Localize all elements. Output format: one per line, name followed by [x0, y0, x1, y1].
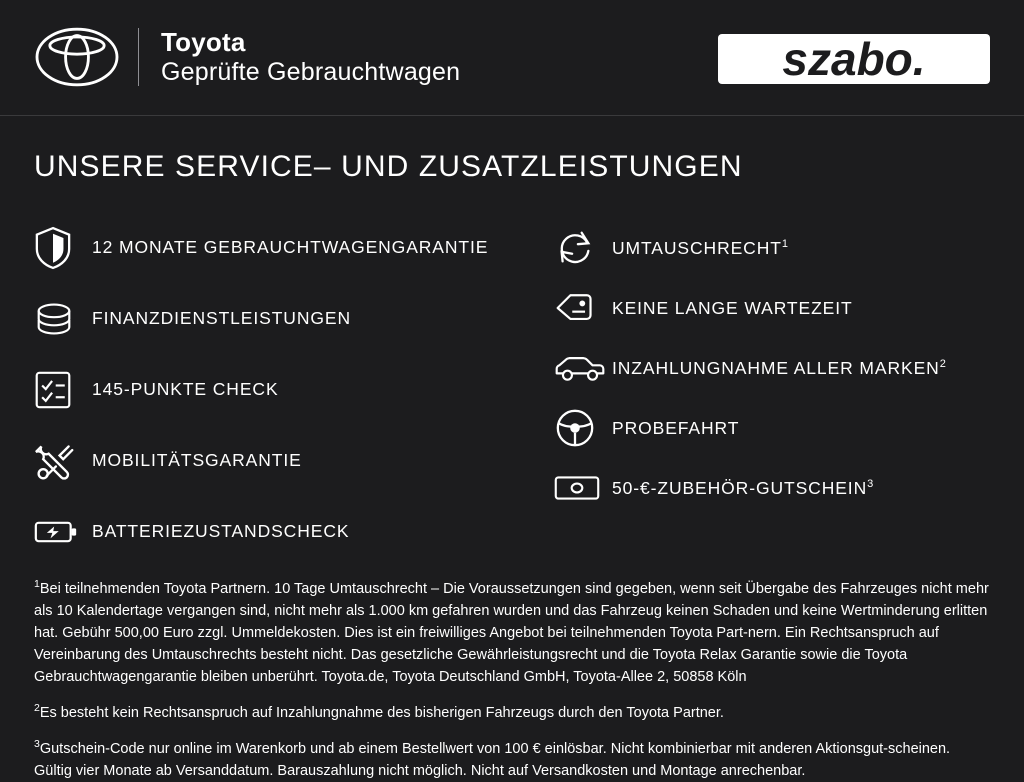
service-item	[34, 212, 542, 283]
brand-tagline: Geprüfte Gebrauchtwagen	[161, 58, 461, 87]
brand-text	[161, 27, 460, 87]
footnote-1	[34, 577, 990, 688]
service-label: UMTAUSCHRECHT$^1$	[612, 237, 788, 258]
services-column-right	[542, 212, 990, 567]
service-item	[34, 283, 542, 354]
refresh-arrows-icon	[554, 227, 612, 269]
car-icon	[554, 353, 612, 383]
footnote-marker: 1	[34, 578, 40, 590]
banknote-icon	[554, 474, 612, 502]
svg-text:szabo.: szabo.	[782, 33, 926, 85]
services-column-left	[34, 212, 542, 567]
brand-name: Toyota	[161, 27, 246, 58]
service-item	[554, 338, 990, 398]
steering-wheel-icon	[554, 407, 612, 449]
service-label: FINANZDIENSTLEISTUNGEN	[92, 308, 351, 328]
footnote-3	[34, 737, 990, 782]
footnote-text: Gutschein-Code nur online im Warenkorb und ab einem Bestellwert von 100 € einlösbar. Nicht kombinierbar mit anderen Aktionsgut-scheinen. Gültig vier Monate ab Versanddatum. Barauszahlung nicht möglich. Nicht auf Versandkosten und Montage anrechenbar.	[34, 740, 951, 779]
service-item	[554, 218, 990, 278]
service-label: 145-PUNKTE CHECK	[92, 379, 279, 399]
brand-block	[34, 27, 460, 87]
price-tag-icon	[554, 289, 612, 327]
tools-icon	[34, 441, 92, 481]
header	[0, 0, 1024, 116]
footnote-text: Bei teilnehmenden Toyota Partnern. 10 Tage Umtauschrecht – Die Voraussetzungen sind gegeben, wenn seit Übergabe des Fahrzeuges nicht mehr als 10 Kalendertage vergangen sind, nicht mehr als 1.000 km gefahren wurden und das Fahrzeug keinen Schaden und keine Wertminderung erlitten hat. Gebühr 500,00 Euro zzgl. Ummeldekosten. Dies ist ein freiwilliges Angebot bei teilnehmenden Toyota Part-nern. Ein Rechtsanspruch auf Vereinbarung des Umtauschrechts besteht nicht. Das gesetzliche Gewährleistungsrecht und die Toyota Relax Garantie sowie die Toyota Gebrauchtwagengarantie bleiben unberührt. Toyota.de, Toyota Deutschland GmbH, Toyota-Allee 2, 50858 Köln	[34, 580, 989, 685]
page-title: UNSERE SERVICE– UND ZUSATZLEISTUNGEN	[34, 150, 743, 183]
footnote-text: Es besteht kein Rechtsanspruch auf Inzahlungnahme des bisherigen Fahrzeugs durch den Toyota Partner.	[39, 704, 724, 721]
service-item	[554, 278, 990, 338]
service-label: KEINE LANGE WARTEZEIT	[612, 297, 853, 318]
service-label: INZAHLUNGNAHME ALLER MARKEN$^2$	[612, 357, 946, 378]
service-item	[34, 425, 542, 496]
footnote-2	[34, 701, 990, 724]
shield-icon	[34, 226, 92, 270]
service-item	[554, 398, 990, 458]
checklist-icon	[34, 370, 92, 410]
toyota-logo	[34, 27, 120, 87]
service-label: BATTERIEZUSTANDSCHECK	[92, 521, 350, 541]
service-item	[34, 354, 542, 425]
brand-divider	[138, 28, 139, 86]
service-item	[34, 496, 542, 567]
szabo-logo	[718, 28, 990, 90]
footnote-marker: 2	[34, 701, 40, 714]
footnote-marker: 3	[34, 737, 40, 750]
services-grid	[0, 184, 1024, 567]
service-label: 12 MONATE GEBRAUCHTWAGENGARANTIE	[92, 237, 489, 257]
service-label: 50-€-ZUBEHÖR-GUTSCHEIN$^3$	[612, 477, 874, 498]
coins-icon	[34, 301, 92, 337]
footnotes	[0, 567, 1024, 782]
service-item	[554, 458, 990, 518]
service-label: MOBILITÄTSGARANTIE	[92, 450, 302, 470]
service-label: PROBEFAHRT	[612, 417, 740, 438]
battery-icon	[34, 519, 92, 545]
